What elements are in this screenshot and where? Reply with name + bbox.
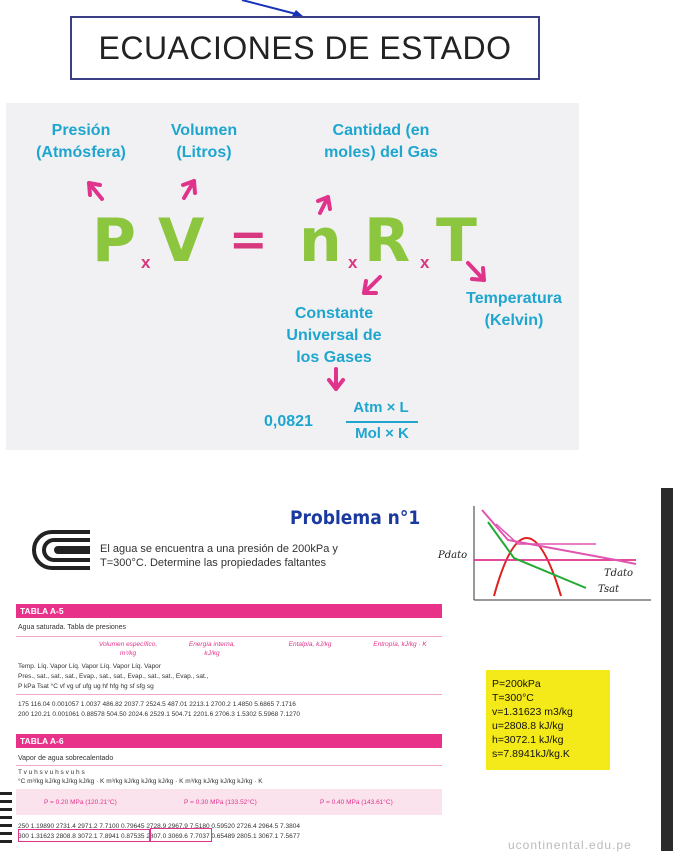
answer-t: T=300°C — [492, 692, 534, 704]
t-dato-label: Tdato — [604, 568, 634, 579]
answer-v: v=1.31623 m3/kg — [492, 706, 573, 718]
group-volume: Volumen específico, m³/kg — [98, 641, 158, 657]
a5-row-175: 175 116.04 0.001057 1.0037 486.82 2037.7 2524.5 487.01 2213.1 2700.2 1.4850 5.6865 7.1716 — [18, 701, 296, 708]
a5-header-3: P kPa Tsat °C vf vg uf ufg ug hf hfg hg sf sfg sg — [18, 683, 154, 690]
a5-row-200: 200 120.21 0.001061 0.88578 504.50 2024.6 2529.1 504.71 2201.6 2706.3 1.5302 5.5968 7.1270 — [18, 711, 300, 718]
r-denominator: Mol × K — [355, 425, 409, 442]
problem-statement — [100, 542, 338, 570]
constant-label-line2: Universal de — [286, 327, 382, 344]
pressure-label-line2: (Atmósfera) — [36, 144, 126, 161]
page-title: ECUACIONES DE ESTADO — [98, 29, 512, 66]
footer-url: ucontinental.edu.pe — [508, 838, 632, 852]
constant-label-line3: los Gases — [296, 349, 372, 366]
answer-p: P=200kPa — [492, 678, 541, 690]
group-entropy: Entropía, kJ/kg · K — [373, 641, 427, 648]
rule — [16, 765, 442, 766]
fraction-line — [346, 421, 418, 423]
a6-header-1: T v u h s v u h s v u h s — [18, 769, 85, 776]
constant-label-line1: Constante — [294, 305, 374, 322]
a6-row-250: 250 1.19890 2731.4 2971.2 7.7100 0.79645 2728.9 2967.9 7.5180 0.59520 2726.4 2964.5 7.3804 — [18, 823, 300, 830]
table-a6-subtitle: Vapor de agua sobrecalentado — [18, 755, 114, 762]
a5-header-1: Temp. Líq. Vapor Líq. Vapor Líq. Vapor Líq. Vapor — [18, 663, 161, 670]
symbol-p: P — [92, 206, 136, 276]
times-3: x — [420, 253, 430, 272]
table-a5-bar: TABLA A-5 — [16, 604, 442, 618]
table-a6-bar: TABLA A-6 — [16, 734, 442, 748]
answer-s: s=7.8941kJ/kg.K — [492, 748, 570, 760]
volume-label-line2: (Litros) — [176, 144, 232, 161]
equals-sign: = — [229, 212, 268, 266]
symbol-n: n — [299, 206, 342, 276]
temperature-label-line1: Temperatura — [466, 290, 562, 307]
symbol-r: R — [364, 206, 411, 276]
times-1: x — [141, 253, 151, 272]
table-a5-subtitle: Agua saturada. Tabla de presiones — [18, 624, 127, 631]
p-dato-label: Pdato — [438, 550, 468, 561]
amount-label-line1: Cantidad (en — [332, 122, 430, 139]
t-sat-label: Tsat — [598, 584, 620, 595]
right-edge — [661, 488, 673, 851]
answer-box — [486, 670, 610, 770]
r-value: 0,0821 — [264, 413, 313, 430]
a5-header-2: Pres., sat., sat., sat., Evap., sat., sat., Evap., sat., sat., Evap., sat., — [18, 673, 209, 680]
symbol-v: V — [158, 206, 205, 276]
highlight-box-row — [18, 829, 150, 842]
equation-panel — [6, 103, 579, 450]
statement-line-1: El agua se encuentra a una presión de 200kPa y — [100, 543, 338, 555]
a6-p2: P = 0.30 MPa (133.52°C) — [184, 799, 257, 806]
temperature-label-line2: (Kelvin) — [484, 312, 544, 329]
amount-label-line2: moles) del Gas — [324, 144, 438, 161]
rule — [16, 694, 442, 695]
problem-heading: Problema n°1 — [290, 507, 421, 529]
page-stack-icon — [0, 790, 14, 851]
r-numerator: Atm × L — [353, 399, 409, 416]
a6-p1: P = 0.20 MPa (120.21°C) — [44, 799, 117, 806]
tv-diagram — [436, 500, 658, 610]
title-box — [70, 16, 540, 80]
times-2: x — [348, 253, 358, 272]
statement-line-2: T=300°C. Determine las propiedades faltantes — [100, 557, 327, 569]
answer-h: h=3072.1 kJ/kg — [492, 734, 564, 746]
group-enthalpy: Entalpía, kJ/kg — [288, 641, 332, 648]
group-energy: Energía interna, kJ/kg — [188, 641, 236, 657]
highlight-box — [150, 828, 212, 842]
a6-header-2: °C m³/kg kJ/kg kJ/kg kJ/kg · K m³/kg kJ/kg kJ/kg kJ/kg · K m³/kg kJ/kg kJ/kg kJ/kg · K — [18, 778, 263, 785]
answer-u: u=2808.8 kJ/kg — [492, 720, 564, 732]
university-logo-icon — [30, 528, 94, 572]
a6-p3: P = 0.40 MPa (143.61°C) — [320, 799, 393, 806]
arrows-icon — [6, 103, 579, 450]
volume-label-line1: Volumen — [170, 122, 238, 139]
symbol-t: T — [436, 206, 477, 276]
a6-row-300: 300 1.31623 2808.8 3072.1 7.8941 0.87535 2807.0 3069.6 7.7037 0.65489 2805.1 3067.1 7.5677 — [18, 833, 300, 840]
rule — [16, 636, 442, 637]
pressure-label-line1: Presión — [51, 122, 111, 139]
